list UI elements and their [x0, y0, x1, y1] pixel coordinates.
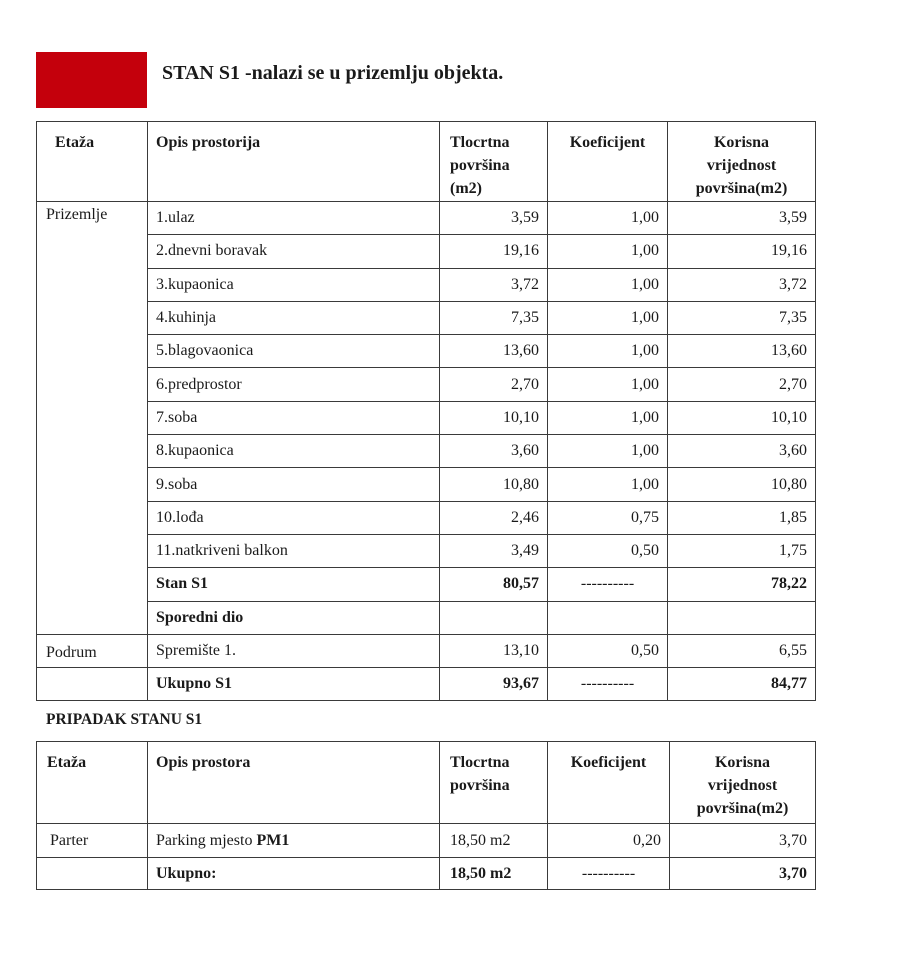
desc-cell [148, 824, 440, 858]
useful-cell [668, 601, 816, 634]
useful-cell: 78,22 [668, 568, 816, 601]
table-row [37, 268, 816, 301]
desc-cell: 10.lođa [148, 501, 440, 534]
coef-cell: ---------- [548, 858, 670, 890]
area-cell: 13,10 [440, 634, 548, 667]
desc-cell: Ukupno: [148, 858, 440, 890]
header-opis: Opis prostora [148, 742, 440, 824]
etaza-cell: Podrum [37, 634, 148, 667]
area-cell: 18,50 m2 [440, 824, 548, 858]
useful-cell: 84,77 [668, 668, 816, 701]
coef-cell: 1,00 [548, 301, 668, 334]
etaza-cell [37, 668, 148, 701]
coef-cell: 0,75 [548, 501, 668, 534]
useful-cell: 3,60 [668, 435, 816, 468]
coef-cell: 1,00 [548, 435, 668, 468]
coef-cell: 1,00 [548, 235, 668, 268]
useful-cell: 6,55 [668, 634, 816, 667]
table-row [37, 202, 816, 235]
desc-cell: 6.predprostor [148, 368, 440, 401]
etaza-cell [37, 858, 148, 890]
area-cell: 3,72 [440, 268, 548, 301]
page-title: STAN S1 -nalazi se u prizemlju objekta. [162, 62, 504, 84]
total-row [37, 858, 816, 890]
coef-cell [548, 601, 668, 634]
header-tlocrtna: Tlocrtna površina (m2) [440, 122, 548, 202]
section-title: PRIPADAK STANU S1 [46, 711, 203, 728]
useful-cell: 2,70 [668, 368, 816, 401]
etaza-cell: Parter [37, 824, 148, 858]
etaza-cell: Prizemlje [37, 202, 148, 635]
coef-cell: 0,20 [548, 824, 670, 858]
area-cell: 93,67 [440, 668, 548, 701]
area-cell: 7,35 [440, 301, 548, 334]
color-block [36, 52, 147, 108]
useful-cell: 3,72 [668, 268, 816, 301]
table-row [37, 235, 816, 268]
area-cell [440, 601, 548, 634]
subtotal-row [37, 568, 816, 601]
desc-cell: 8.kupaonica [148, 435, 440, 468]
area-cell: 2,70 [440, 368, 548, 401]
table-row [37, 824, 816, 858]
header-koeficijent: Koeficijent [548, 122, 668, 202]
desc-cell: Ukupno S1 [148, 668, 440, 701]
table-row [37, 501, 816, 534]
coef-cell: 1,00 [548, 335, 668, 368]
header-korisna: Korisna vrijednost površina(m2) [668, 122, 816, 202]
table-row [37, 301, 816, 334]
coef-cell: ---------- [548, 668, 668, 701]
area-cell: 3,60 [440, 435, 548, 468]
desc-cell: Stan S1 [148, 568, 440, 601]
area-cell: 18,50 m2 [440, 858, 548, 890]
useful-cell: 10,80 [668, 468, 816, 501]
header-tlocrtna: Tlocrtna površina [440, 742, 548, 824]
desc-cell: 5.blagovaonica [148, 335, 440, 368]
area-cell: 19,16 [440, 235, 548, 268]
coef-cell: 0,50 [548, 634, 668, 667]
coef-cell: 1,00 [548, 368, 668, 401]
header-etaza: Etaža [37, 122, 148, 202]
desc-cell: 9.soba [148, 468, 440, 501]
desc-cell: 11.natkriveni balkon [148, 534, 440, 567]
desc-cell: 1.ulaz [148, 202, 440, 235]
coef-cell: 1,00 [548, 401, 668, 434]
desc-cell: 4.kuhinja [148, 301, 440, 334]
apartment-area-table [36, 121, 816, 701]
useful-cell: 10,10 [668, 401, 816, 434]
desc-cell: Spremište 1. [148, 634, 440, 667]
coef-cell: ---------- [548, 568, 668, 601]
table-row [37, 634, 816, 667]
useful-cell: 7,35 [668, 301, 816, 334]
header-etaza: Etaža [37, 742, 148, 824]
useful-cell: 3,70 [670, 824, 816, 858]
table-row [37, 401, 816, 434]
table-row [37, 534, 816, 567]
desc-cell: Sporedni dio [148, 601, 440, 634]
coef-cell: 1,00 [548, 268, 668, 301]
useful-cell: 3,59 [668, 202, 816, 235]
total-row [37, 668, 816, 701]
desc-cell: 2.dnevni boravak [148, 235, 440, 268]
area-cell: 3,49 [440, 534, 548, 567]
area-cell: 10,80 [440, 468, 548, 501]
area-cell: 3,59 [440, 202, 548, 235]
desc-bold-text: PM1 [256, 831, 290, 849]
table-row [37, 335, 816, 368]
useful-cell: 1,85 [668, 501, 816, 534]
area-cell: 2,46 [440, 501, 548, 534]
coef-cell: 1,00 [548, 468, 668, 501]
useful-cell: 19,16 [668, 235, 816, 268]
coef-cell: 1,00 [548, 202, 668, 235]
table-row [37, 468, 816, 501]
table-row [37, 435, 816, 468]
header-korisna: Korisna vrijednost površina(m2) [670, 742, 816, 824]
desc-text: Parking mjesto [156, 831, 257, 849]
header-opis: Opis prostorija [148, 122, 440, 202]
table-row [37, 368, 816, 401]
area-cell: 13,60 [440, 335, 548, 368]
coef-cell: 0,50 [548, 534, 668, 567]
area-cell: 80,57 [440, 568, 548, 601]
desc-cell: 7.soba [148, 401, 440, 434]
belonging-area-table [36, 741, 816, 890]
table-header-row [37, 742, 816, 824]
useful-cell: 1,75 [668, 534, 816, 567]
desc-cell: 3.kupaonica [148, 268, 440, 301]
header-koeficijent: Koeficijent [548, 742, 670, 824]
useful-cell: 3,70 [670, 858, 816, 890]
table-header-row [37, 122, 816, 202]
useful-cell: 13,60 [668, 335, 816, 368]
section-label-row [37, 601, 816, 634]
area-cell: 10,10 [440, 401, 548, 434]
